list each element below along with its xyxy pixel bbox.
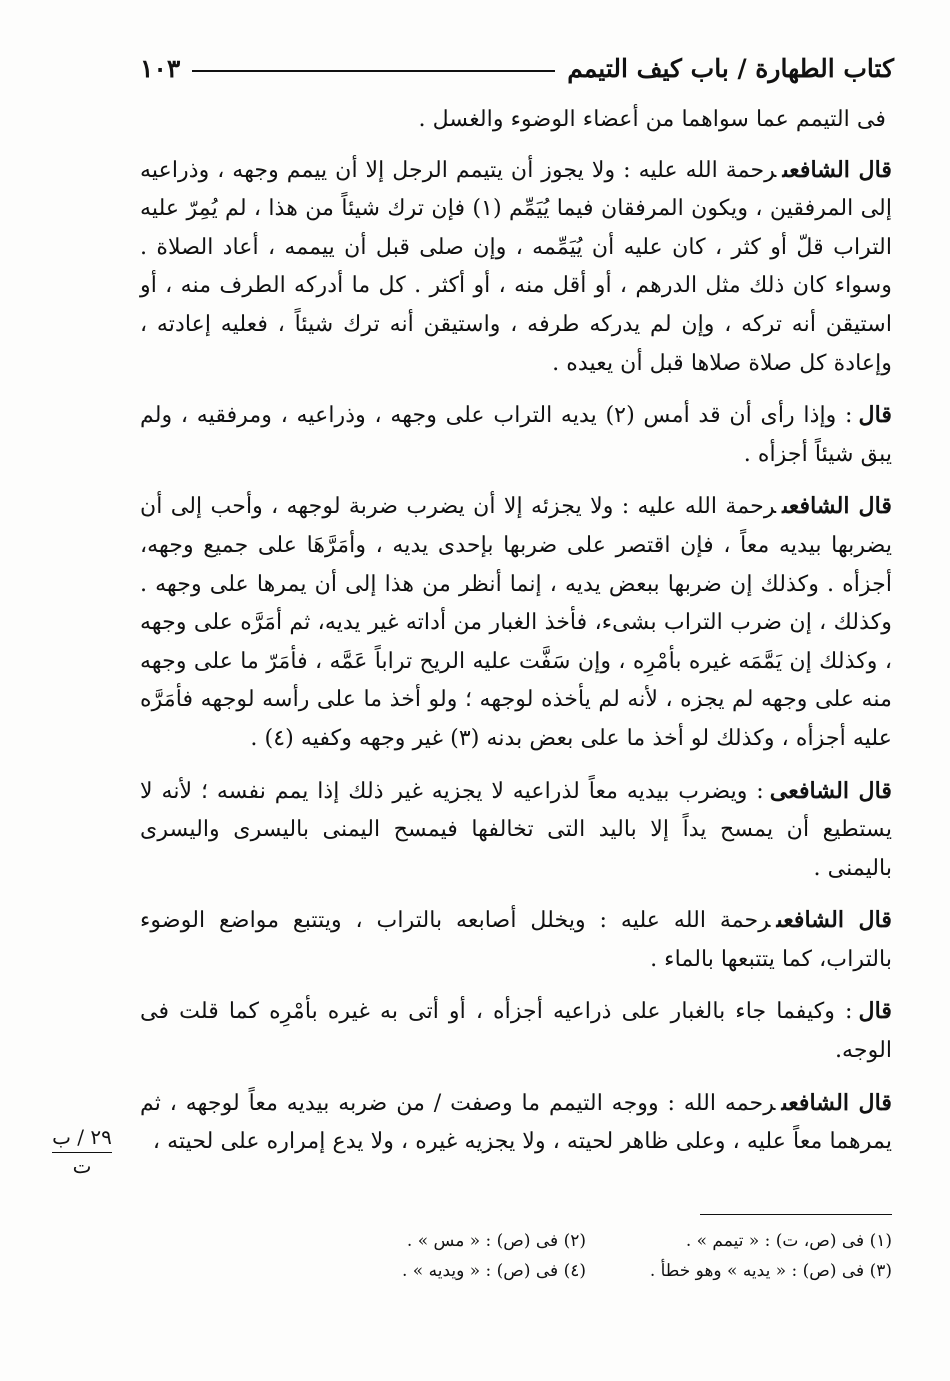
footnote: (٤) فى (ص) : « ويديه » . (402, 1261, 586, 1281)
header-rule (192, 70, 555, 72)
header-title: كتاب الطهارة / باب كيف التيمم (567, 53, 894, 83)
paragraph-lead: قال (858, 402, 892, 429)
margin-folio: ٢٩ / ب (52, 1124, 112, 1153)
paragraph-text: : وكيفما جاء بالغبار على ذراعيه أجزأه ، أو أتى به غيره بأمْرِه كما قلت فى الوجه. (140, 998, 892, 1064)
paragraph-lead: قال الشافعى (782, 493, 892, 520)
margin-manuscript-siglum: ت (72, 1154, 92, 1178)
paragraph (140, 487, 892, 757)
main-text (140, 100, 892, 1175)
footnote: (٢) فى (ص) : « مس » . (406, 1231, 586, 1251)
paragraph-text: رحمة الله عليه : ولا يجزئه إلا أن يضرب ضربة لوجهه ، وأحب إلى أن يضربها بيديه معاً ، فإن اقتصر على ضربها بإحدى يديه ، وأمَرَّهَا على جميع وجهه، أجزأه . وكذلك إن ضربها ببعض يديه ، إنما أنظر من هذا إلى أن يمرها على وجهه . وكذلك ، إن ضرب التراب بشىء، فأخذ الغبار من أداته غير يديه، ثم أمَرَّه على وجهه ، وكذلك إن يَمَّمَه غيره بأمْرِه ، وإن سَفَّت عليه الريح تراباً عَمَّه ، فأمَرّ ما على وجهه منه على وجهه لم يجزه ، لأنه لم يأخذه لوجهه ؛ ولو أخذ ما على رأسه لوجهه فأمَرَّه عليه أجزأه ، وكذلك لو أخذ ما على بعض بدنه (٣) غير وجهه وكفيه (٤) . (140, 493, 892, 751)
paragraph (140, 100, 892, 139)
paragraph-lead: قال الشافعى (781, 1089, 892, 1116)
paragraph (140, 901, 892, 978)
paragraph (140, 992, 892, 1069)
margin-folio-note (52, 1124, 112, 1179)
paragraph-text: : وإذا رأى أن قد أمس (٢) يديه التراب على وجهه ، وذراعيه ، ومرفقيه ، ولم يبق شيئاً أجزأه . (140, 402, 892, 467)
paragraph-text: رحمه الله : ووجه التيمم ما وصفت / من ضربه بيديه معاً لوجهه ، ثم يمرهما معاً عليه ، وعلى ظاهر لحيته ، ولا يجزيه غيره ، ولا يدع إمراره على لحيته ، (140, 1089, 892, 1155)
paragraph (140, 772, 892, 888)
footnote: (١) فى (ص، ت) : « تيمم » . (685, 1231, 892, 1251)
paragraph-text: رحمة الله عليه : ولا يجوز أن يتيمم الرجل إلا أن ييمم وجهه ، وذراعيه إلى المرفقين ، ويكون المرفقان فيما يُيَمِّم (١) فإن ترك شيئاً من هذا ، لم يُمِرّ عليه التراب قلّ أو كثر ، كان عليه أن يُيَمِّمه ، وإن صلى قبل أن ييممه ، أعاد الصلاة . وسواء كان ذلك مثل الدرهم ، أو أقل منه ، أو أكثر . كل ما أدركه الطرف منه ، أو استيقن أنه تركه ، وإن لم يدركه طرفه ، واستيقن أنه ترك شيئاً ، فعليه إعادته ، وإعادة كل صلاة صلاها قبل أن يعيده . (140, 156, 892, 376)
paragraph-lead: قال (858, 998, 892, 1025)
running-header (140, 48, 894, 88)
paragraph-lead: قال الشافعى (776, 907, 892, 934)
footnote-rule (700, 1214, 892, 1215)
paragraph (140, 1084, 892, 1161)
paragraph-text: فى التيمم عما سواهما من أعضاء الوضوء والغسل . (418, 106, 886, 132)
footnotes (300, 1226, 892, 1286)
paragraph (140, 151, 892, 383)
page-number: ١٠٣ (140, 53, 181, 83)
paragraph-lead: قال الشافعى (769, 777, 892, 804)
paragraph-text: : ويضرب بيديه معاً لذراعيه لا يجزيه غير ذلك إذا يمم نفسه ؛ لأنه لا يستطيع أن يمسح يداً إلا باليد التى تخالفها فيمسح اليمنى باليسرى واليسرى باليمنى . (140, 777, 892, 881)
paragraph-text: رحمة الله عليه : ويخلل أصابعه بالتراب ، ويتتبع مواضع الوضوء بالتراب، كما يتتبعها بالماء . (140, 907, 892, 972)
footnote: (٣) فى (ص) : « يديه » وهو خطأ . (649, 1261, 892, 1281)
paragraph (140, 396, 892, 473)
paragraph-lead: قال الشافعى (782, 156, 892, 183)
